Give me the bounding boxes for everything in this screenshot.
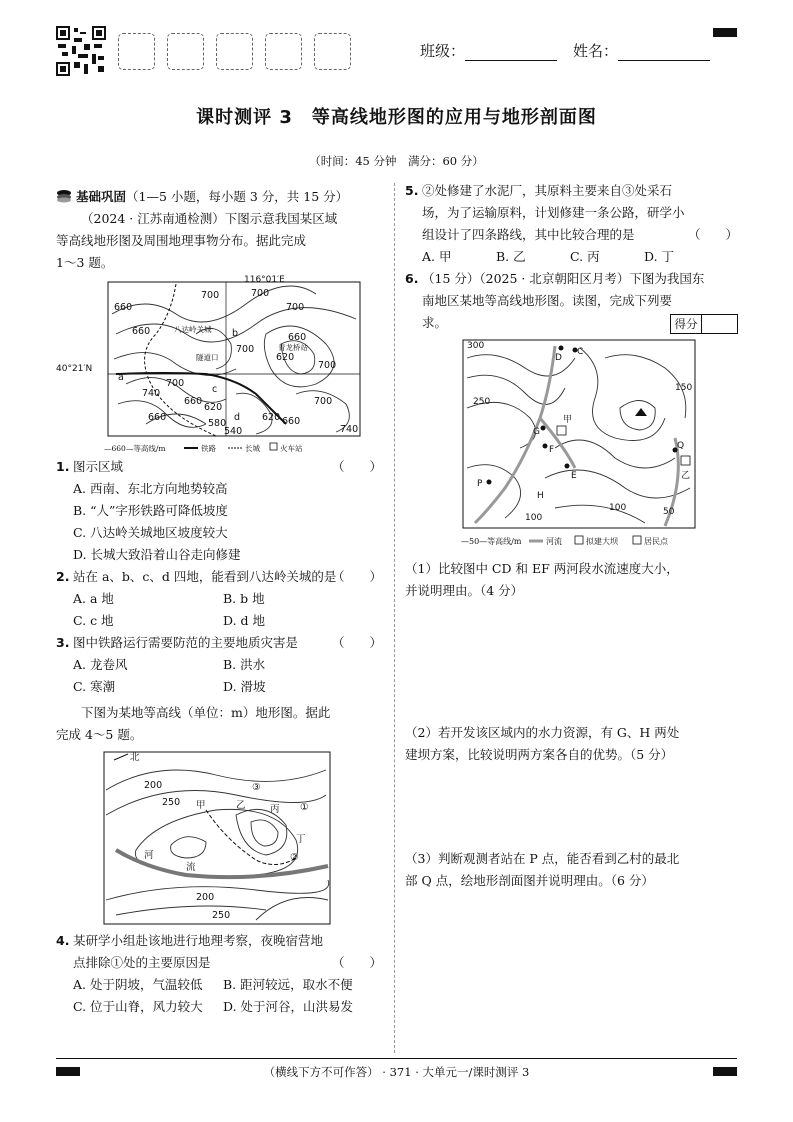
m3-legend-village: 居民点 <box>644 537 668 546</box>
m3-label-6: G <box>533 427 540 437</box>
m1-label-13: 700 <box>166 378 185 389</box>
contour-map-southeast <box>405 338 738 552</box>
m2-label-0: 200 <box>144 780 163 791</box>
right-column <box>405 180 738 892</box>
m2-label-1: 250 <box>162 797 181 808</box>
m3-label-2: C <box>577 347 584 357</box>
m1-legend-wall: 长城 <box>245 444 260 453</box>
m3-label-9: P <box>477 479 483 489</box>
q2-option-b: B. b 地 <box>223 591 265 606</box>
m1-place-0: 八达岭关城 <box>174 325 212 334</box>
score-label: 得分 <box>671 315 702 333</box>
q1-stem: 图示区域 <box>73 459 124 474</box>
time-info: （时间：45 分钟 满分：60 分） <box>309 154 484 168</box>
q5-options <box>405 246 738 268</box>
q4-option-b: B. 距河较远，取水不便 <box>223 977 353 992</box>
m3-label-3: 250 <box>473 397 491 407</box>
m3-legend-dam: 拟建大坝 <box>586 537 618 546</box>
class-input[interactable] <box>465 42 557 61</box>
q2-option-a: A. a 地 <box>73 591 114 606</box>
column-divider <box>394 183 395 1053</box>
question-5-line3 <box>405 224 738 246</box>
q5-option-a: A. 甲 <box>422 249 452 264</box>
q5-stem-line3: 组设计了四条路线，其中比较合理的是 <box>422 227 635 242</box>
q6-sub2 <box>405 722 738 766</box>
page-footer: （横线下方不可作答） · 371 · 大单元一/课时测评 3 <box>263 1065 530 1079</box>
q1-answer-paren[interactable]: （ ） <box>331 459 382 474</box>
q1-option-b: B. “人”字形铁路可降低坡度 <box>73 503 228 518</box>
section-title: 基础巩固 <box>75 189 126 204</box>
m1-label-0: 700 <box>201 290 220 301</box>
m2-label-11: 200 <box>196 892 215 903</box>
m3-label-1: D <box>555 353 562 363</box>
q4-option-a: A. 处于阴坡，气温较低 <box>73 977 203 992</box>
q2-option-c: C. c 地 <box>73 613 114 628</box>
m1-legend-rail: 铁路 <box>201 444 216 453</box>
q2-number: 2. <box>56 569 70 584</box>
q6-sub1-line2: 并说明理由。（4 分） <box>405 583 524 598</box>
footer-rule <box>56 1058 737 1059</box>
q4-options-row2 <box>56 996 382 1018</box>
m3-label-15: 50 <box>663 507 675 517</box>
m2-label-4: 丙 <box>270 804 280 815</box>
m3-label-8: E <box>571 471 577 481</box>
left-column <box>56 186 382 1018</box>
m2-north: 北 <box>130 752 140 763</box>
m2-label-9: 河 <box>144 850 154 861</box>
class-label: 班级： <box>420 42 466 60</box>
m1-label-12: 660 <box>184 396 203 407</box>
q2-option-d: D. d 地 <box>223 613 265 628</box>
intro2-line1: 下图为某地等高线（单位：m）地形图。据此 <box>81 705 331 720</box>
q2-answer-paren[interactable]: （ ） <box>331 569 382 584</box>
id-box-1[interactable] <box>118 33 155 70</box>
q5-option-c: C. 丙 <box>570 249 600 264</box>
q6-sub2-answer-area[interactable] <box>405 766 738 848</box>
q6-sub3 <box>405 848 738 892</box>
q2-stem: 站在 a、b、c、d 四地，能看到八达岭关城的是 <box>73 569 337 584</box>
question-3 <box>56 632 382 654</box>
contour-map-badaling <box>56 274 382 456</box>
q1-option-c: C. 八达岭关城地区坡度较大 <box>73 525 228 540</box>
name-label: 姓名： <box>573 42 619 60</box>
intro1-line2: 等高线地形图及周围地理事物分布。据此完成 <box>56 233 307 248</box>
m1-label-17: 580 <box>208 418 227 429</box>
m2-label-5: 丁 <box>296 834 306 845</box>
q3-option-c: C. 寒潮 <box>73 679 116 694</box>
question-5 <box>405 180 738 202</box>
intro1-line1: （2024 · 江苏南通检测）下图示意我国某区域 <box>81 211 338 226</box>
q4-answer-paren[interactable]: （ ） <box>331 955 382 970</box>
m1-label-6: b <box>232 328 239 339</box>
q1-number: 1. <box>56 459 70 474</box>
q3-option-b: B. 洪水 <box>223 657 266 672</box>
m1-label-10: a <box>118 372 124 383</box>
qr-code <box>56 26 106 76</box>
q3-number: 3. <box>56 635 70 650</box>
m1-label-22: 740 <box>340 424 359 435</box>
q3-option-a: A. 龙卷风 <box>73 657 128 672</box>
books-icon <box>56 189 72 203</box>
m1-label-18: d <box>234 412 241 423</box>
m1-place-3: c <box>212 384 218 395</box>
q6-sub3-line2: 部 Q 点，绘地形剖面图并说明理由。（6 分） <box>405 873 654 888</box>
m1-label-16: 660 <box>282 416 301 427</box>
m1-legend-contour: —660—等高线/m <box>104 444 166 453</box>
intro2-line2: 完成 4～5 题。 <box>56 727 143 742</box>
q6-number: 6. <box>405 271 419 286</box>
q3-options-row2 <box>56 676 382 698</box>
q6-stem-line3: 求。 <box>422 315 448 330</box>
m2-label-10: 流 <box>186 862 196 873</box>
q5-stem-line2: 场，为了运输原料，计划修建一条公路，研学小 <box>422 205 685 220</box>
m1-label-15: 700 <box>314 396 333 407</box>
q6-sub1-line1: （1）比较图中 CD 和 EF 两河段水流速度大小， <box>405 561 679 576</box>
id-box-3[interactable] <box>216 33 253 70</box>
m1-label-19: 540 <box>224 426 243 437</box>
section-heading <box>56 186 382 208</box>
q5-option-d: D. 丁 <box>644 249 675 264</box>
q5-stem-line1: ②处修建了水泥厂，其原料主要来自③处采石 <box>422 183 673 198</box>
id-box-4[interactable] <box>265 33 302 70</box>
q6-sub1 <box>405 558 738 602</box>
m1-place-2: 青龙桥站 <box>278 343 308 352</box>
m3-label-14: 100 <box>609 503 627 513</box>
q4-option-c: C. 位于山脊，风力较大 <box>73 999 203 1014</box>
question-2 <box>56 566 382 588</box>
m3-label-11: Q <box>677 441 685 451</box>
q5-answer-paren[interactable]: （ ） <box>687 227 738 242</box>
question-4-line2 <box>56 952 382 974</box>
q6-sub2-line1: （2）若开发该区域内的水力资源，有 G、H 两处 <box>405 725 680 740</box>
m1-label-14: 620 <box>204 402 223 413</box>
contour-map-river <box>56 750 382 930</box>
m2-label-7: ① <box>300 802 309 813</box>
m1-label-2: 660 <box>114 302 133 313</box>
section-note: （1—5 小题，每小题 3 分，共 15 分） <box>126 189 349 204</box>
q4-stem-line1: 某研学小组赴该地进行地理考察，夜晚宿营地 <box>73 933 324 948</box>
q5-option-b: B. 乙 <box>496 249 526 264</box>
m1-label-3: 700 <box>286 302 305 313</box>
q6-sub2-line2: 建坝方案，比较说明两方案各自的优势。（5 分） <box>405 747 674 762</box>
intro1-line3: 1～3 题。 <box>56 255 114 270</box>
m1-label-21: 660 <box>148 412 167 423</box>
m1-label-1: 700 <box>251 288 270 299</box>
m1-label-7: 700 <box>236 344 255 355</box>
m1-label-11: 740 <box>142 388 161 399</box>
m1-label-20: 620 <box>262 412 281 423</box>
m3-label-5: 甲 <box>563 415 573 425</box>
m3-legend-contour: —50—等高线/m <box>461 537 522 546</box>
m1-label-8: 620 <box>276 352 295 363</box>
m3-label-0: 300 <box>467 341 485 351</box>
m1-label-9: 700 <box>318 360 337 371</box>
q2-options-row2 <box>56 610 382 632</box>
m3-legend-river: 河流 <box>546 537 562 546</box>
q6-stem-line2: 南地区某地等高线地形图。读图，完成下列要 <box>422 293 673 308</box>
m1-lon: 116°01′E <box>244 275 285 285</box>
corner-mark-top <box>713 28 737 37</box>
name-input[interactable] <box>618 42 710 61</box>
m2-label-12: 250 <box>212 910 231 921</box>
score-box[interactable] <box>670 314 738 334</box>
q6-sub1-answer-area[interactable] <box>405 602 738 722</box>
m3-label-4: 150 <box>675 383 693 393</box>
m3-label-12: 乙 <box>681 471 691 481</box>
question-4 <box>56 930 382 952</box>
page-title: 课时测评 3 等高线地形图的应用与地形剖面图 <box>196 107 597 128</box>
m1-place-1: 隧道口 <box>196 353 219 362</box>
m3-label-13: 100 <box>525 513 543 523</box>
question-6 <box>405 268 738 290</box>
q5-number: 5. <box>405 183 419 198</box>
q3-stem: 图中铁路运行需要防范的主要地质灾害是 <box>73 635 299 650</box>
question-1 <box>56 456 382 478</box>
m2-label-3: 乙 <box>236 800 246 811</box>
id-box-5[interactable] <box>314 33 351 70</box>
m3-label-10: H <box>537 491 544 501</box>
m1-lat: 40°21′N <box>56 364 93 374</box>
q4-options-row1 <box>56 974 382 996</box>
q6-sub3-line1: （3）判断观测者站在 P 点，能否看到乙村的最北 <box>405 851 680 866</box>
q6-stem-line1: （15 分）（2025 · 北京朝阳区月考）下图为我国东 <box>422 271 705 286</box>
q1-option-a: A. 西南、东北方向地势较高 <box>73 481 228 496</box>
q2-options-row1 <box>56 588 382 610</box>
m2-label-2: 甲 <box>196 800 206 811</box>
m1-legend-station: 火车站 <box>280 444 303 453</box>
question-6-line3 <box>405 312 738 334</box>
m1-label-4: 660 <box>132 326 151 337</box>
q1-option-d: D. 长城大致沿着山谷走向修建 <box>73 547 241 562</box>
q3-option-d: D. 滑坡 <box>223 679 266 694</box>
m2-label-6: ③ <box>252 782 261 793</box>
m1-label-5: 660 <box>288 332 307 343</box>
class-name-row <box>420 40 710 61</box>
q4-option-d: D. 处于河谷，山洪易发 <box>223 999 354 1014</box>
id-box-2[interactable] <box>167 33 204 70</box>
q3-answer-paren[interactable]: （ ） <box>331 635 382 650</box>
m2-label-8: ② <box>290 852 299 863</box>
q4-number: 4. <box>56 933 70 948</box>
q4-stem-line2: 点排除①处的主要原因是 <box>73 955 211 970</box>
m3-label-7: F <box>549 445 555 455</box>
q3-options-row1 <box>56 654 382 676</box>
